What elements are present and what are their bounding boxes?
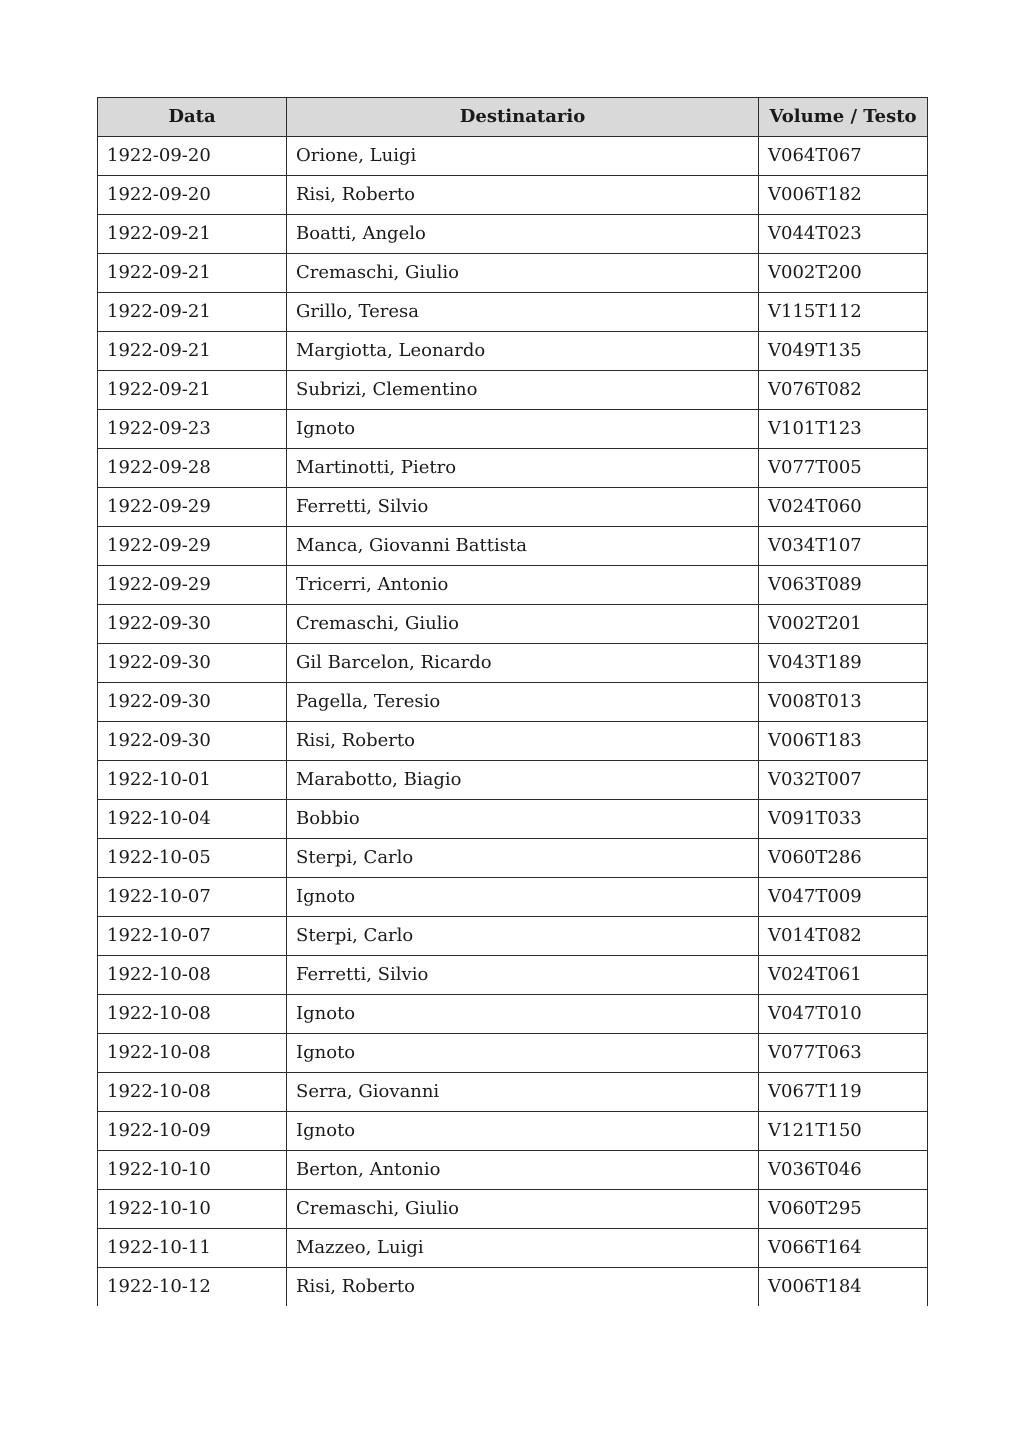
cell-recipient: Gil Barcelon, Ricardo [287,644,759,683]
cell-recipient: Ferretti, Silvio [287,488,759,527]
cell-recipient: Martinotti, Pietro [287,449,759,488]
cell-volume-text: V047T009 [759,878,928,917]
cell-date: 1922-10-08 [98,995,287,1034]
cell-date: 1922-10-04 [98,800,287,839]
cell-recipient: Tricerri, Antonio [287,566,759,605]
cell-date: 1922-09-21 [98,371,287,410]
table-row [98,488,928,527]
cell-recipient: Ignoto [287,1112,759,1151]
cell-recipient: Ignoto [287,410,759,449]
cell-date: 1922-10-11 [98,1229,287,1268]
table-row [98,761,928,800]
table-row [98,137,928,176]
cell-date: 1922-09-30 [98,683,287,722]
cell-date: 1922-09-29 [98,527,287,566]
table-row [98,878,928,917]
cell-recipient: Boatti, Angelo [287,215,759,254]
table-row [98,527,928,566]
cell-date: 1922-09-20 [98,137,287,176]
cell-volume-text: V014T082 [759,917,928,956]
cell-date: 1922-09-21 [98,215,287,254]
cell-volume-text: V091T033 [759,800,928,839]
table-row [98,722,928,761]
cell-volume-text: V066T164 [759,1229,928,1268]
cell-date: 1922-10-09 [98,1112,287,1151]
cell-date: 1922-10-08 [98,1034,287,1073]
cell-volume-text: V076T082 [759,371,928,410]
cell-date: 1922-10-07 [98,917,287,956]
cell-recipient: Cremaschi, Giulio [287,254,759,293]
table-row [98,371,928,410]
table-row [98,644,928,683]
letters-table [97,97,928,1306]
cell-date: 1922-09-30 [98,644,287,683]
table-row [98,332,928,371]
cell-date: 1922-09-30 [98,722,287,761]
cell-recipient: Ferretti, Silvio [287,956,759,995]
cell-recipient: Sterpi, Carlo [287,917,759,956]
cell-volume-text: V006T183 [759,722,928,761]
column-header-volume-testo: Volume / Testo [759,98,928,137]
cell-date: 1922-09-23 [98,410,287,449]
table-row [98,1151,928,1190]
table-row [98,1073,928,1112]
cell-volume-text: V064T067 [759,137,928,176]
cell-volume-text: V024T061 [759,956,928,995]
table-row [98,1268,928,1307]
cell-recipient: Ignoto [287,1034,759,1073]
cell-volume-text: V067T119 [759,1073,928,1112]
cell-date: 1922-09-28 [98,449,287,488]
cell-volume-text: V060T295 [759,1190,928,1229]
table-row [98,956,928,995]
cell-recipient: Risi, Roberto [287,176,759,215]
cell-volume-text: V032T007 [759,761,928,800]
cell-volume-text: V002T201 [759,605,928,644]
table-row [98,1112,928,1151]
table-row [98,1229,928,1268]
cell-recipient: Sterpi, Carlo [287,839,759,878]
table-row [98,605,928,644]
cell-recipient: Serra, Giovanni [287,1073,759,1112]
cell-date: 1922-10-12 [98,1268,287,1307]
table-row [98,254,928,293]
table-body [98,137,928,1307]
cell-volume-text: V115T112 [759,293,928,332]
cell-date: 1922-10-10 [98,1151,287,1190]
cell-date: 1922-09-29 [98,488,287,527]
table-row [98,293,928,332]
table-row [98,215,928,254]
cell-volume-text: V024T060 [759,488,928,527]
cell-date: 1922-10-05 [98,839,287,878]
cell-date: 1922-09-20 [98,176,287,215]
cell-recipient: Cremaschi, Giulio [287,1190,759,1229]
cell-volume-text: V006T184 [759,1268,928,1307]
table-row [98,1034,928,1073]
cell-date: 1922-09-30 [98,605,287,644]
cell-recipient: Risi, Roberto [287,722,759,761]
cell-recipient: Pagella, Teresio [287,683,759,722]
cell-recipient: Bobbio [287,800,759,839]
cell-volume-text: V049T135 [759,332,928,371]
cell-recipient: Manca, Giovanni Battista [287,527,759,566]
cell-volume-text: V006T182 [759,176,928,215]
cell-recipient: Cremaschi, Giulio [287,605,759,644]
cell-volume-text: V008T013 [759,683,928,722]
cell-volume-text: V036T046 [759,1151,928,1190]
cell-date: 1922-10-10 [98,1190,287,1229]
cell-date: 1922-10-07 [98,878,287,917]
cell-recipient: Marabotto, Biagio [287,761,759,800]
cell-date: 1922-10-08 [98,956,287,995]
cell-recipient: Mazzeo, Luigi [287,1229,759,1268]
cell-volume-text: V034T107 [759,527,928,566]
table-row [98,410,928,449]
cell-date: 1922-09-29 [98,566,287,605]
cell-recipient: Grillo, Teresa [287,293,759,332]
cell-volume-text: V043T189 [759,644,928,683]
cell-recipient: Berton, Antonio [287,1151,759,1190]
cell-recipient: Subrizi, Clementino [287,371,759,410]
column-header-destinatario: Destinatario [287,98,759,137]
cell-recipient: Risi, Roberto [287,1268,759,1307]
column-header-data: Data [98,98,287,137]
cell-date: 1922-09-21 [98,293,287,332]
cell-volume-text: V077T063 [759,1034,928,1073]
cell-date: 1922-10-08 [98,1073,287,1112]
cell-recipient: Ignoto [287,995,759,1034]
cell-date: 1922-10-01 [98,761,287,800]
table-row [98,683,928,722]
cell-recipient: Ignoto [287,878,759,917]
table-header-row [98,98,928,137]
table-row [98,566,928,605]
cell-recipient: Orione, Luigi [287,137,759,176]
cell-volume-text: V077T005 [759,449,928,488]
table-row [98,176,928,215]
table-row [98,449,928,488]
cell-volume-text: V060T286 [759,839,928,878]
cell-volume-text: V101T123 [759,410,928,449]
table-row [98,995,928,1034]
cell-date: 1922-09-21 [98,332,287,371]
cell-volume-text: V121T150 [759,1112,928,1151]
cell-volume-text: V063T089 [759,566,928,605]
letters-index-page [97,97,927,1306]
table-row [98,800,928,839]
table-row [98,917,928,956]
cell-date: 1922-09-21 [98,254,287,293]
cell-volume-text: V044T023 [759,215,928,254]
cell-recipient: Margiotta, Leonardo [287,332,759,371]
cell-volume-text: V002T200 [759,254,928,293]
table-row [98,839,928,878]
table-row [98,1190,928,1229]
cell-volume-text: V047T010 [759,995,928,1034]
